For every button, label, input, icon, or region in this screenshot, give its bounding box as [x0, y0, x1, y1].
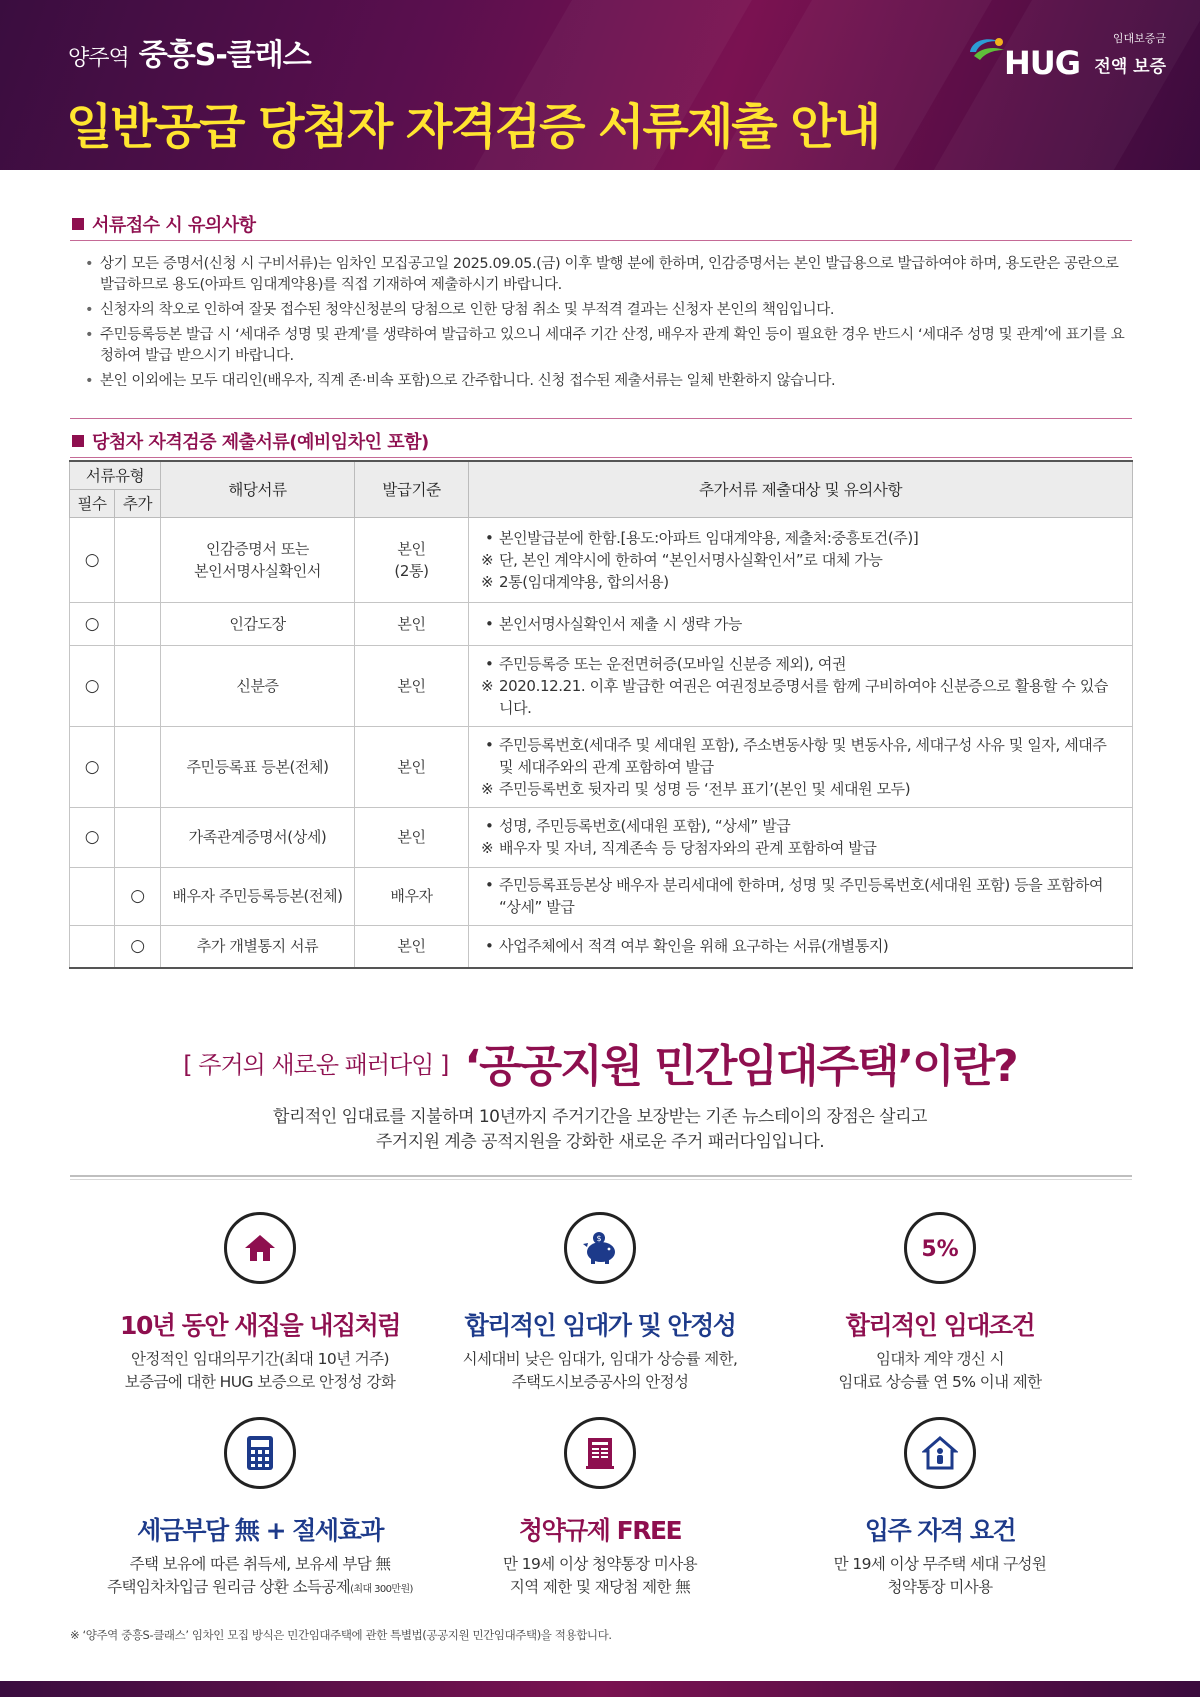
- svg-text:$: $: [596, 1234, 602, 1243]
- home-person-icon: [904, 1417, 976, 1489]
- note-mark: •: [485, 876, 494, 894]
- feature-title: 합리적인 임대조건: [845, 1311, 1035, 1340]
- document-name-line: 주민등록표 등본(전체): [186, 757, 329, 776]
- note-line: [481, 935, 1118, 957]
- brand-name: 중흥S-클래스: [138, 38, 311, 73]
- feature-desc-line: 보증금에 대한 HUG 보증으로 안정성 강화: [124, 1373, 396, 1391]
- station-name: 양주역: [68, 46, 129, 71]
- feature-desc-line: 안정적인 임대의무기간(최대 10년 거주): [131, 1350, 389, 1368]
- list-item: • 신청자의 착오로 인하여 잘못 접수된 청약신청분의 당첨으로 인한 당첨 취소 및 부적격 결과는 신청자 본인의 책임입니다.: [80, 300, 1130, 321]
- notes-cell: [469, 645, 1133, 726]
- paradigm-heading: [0, 1030, 1200, 1094]
- notes-cell: [469, 925, 1133, 968]
- divider: [70, 1175, 1132, 1180]
- note-mark: •: [485, 614, 494, 633]
- additional-mark: [115, 645, 161, 726]
- paradigm-bracket: [ 주거의 새로운 패러다임 ]: [183, 1051, 449, 1079]
- note-text: 사업주체에서 적격 여부 확인을 위해 요구하는 서류(개별통지): [499, 937, 889, 956]
- issuer: [355, 867, 469, 925]
- additional-mark: [115, 807, 161, 867]
- hug-brand: HUG: [1004, 44, 1081, 82]
- header-type: 서류유형: [70, 461, 161, 489]
- document-name-line: 인감도장: [229, 614, 286, 633]
- additional-mark: ○: [115, 925, 161, 968]
- issuer-line: 본인: [397, 614, 426, 633]
- note-text: 성명, 주민등록번호(세대원 포함), “상세” 발급: [499, 817, 791, 835]
- calculator-icon: [224, 1417, 296, 1489]
- note-line: [481, 527, 1118, 549]
- note-line: [481, 815, 1118, 837]
- note-line: [481, 778, 1118, 800]
- note-mark: •: [485, 735, 494, 754]
- note-mark: •: [485, 937, 494, 956]
- required-mark: ○: [70, 602, 115, 645]
- note-line: [481, 613, 1118, 635]
- header-banner: [0, 0, 1200, 170]
- issuer: [355, 602, 469, 645]
- required-mark: [70, 867, 115, 925]
- document-name: [161, 645, 355, 726]
- note-line: [481, 549, 1118, 571]
- feature-desc-line: 주택 보유에 따른 취득세, 보유세 부담 無: [129, 1555, 391, 1573]
- table-row: [70, 517, 1133, 602]
- note-line: [481, 675, 1118, 719]
- notes-cell: [469, 602, 1133, 645]
- issuer-line: 본인: [397, 539, 426, 558]
- header-document: 해당서류: [161, 461, 355, 517]
- feature-desc-line: 지역 제한 및 재당첨 제한 無: [509, 1578, 691, 1596]
- document-name-line: 추가 개별통지 서류: [196, 937, 319, 956]
- hug-logo-icon: [966, 34, 1008, 64]
- required-mark: ○: [70, 807, 115, 867]
- document-name: [161, 726, 355, 807]
- paradigm-description: [0, 1105, 1200, 1155]
- note-text: 단, 본인 계약시에 한하여 “본인서명사실확인서”로 대체 가능: [499, 550, 883, 569]
- feature-desc-line: 만 19세 이상 청약통장 미사용: [503, 1555, 697, 1573]
- piggy-bank-icon: [564, 1212, 636, 1284]
- feature-title: 입주 자격 요건: [864, 1516, 1016, 1545]
- issuer: [355, 517, 469, 602]
- feature-desc-small: (최대 300만원): [350, 1584, 413, 1595]
- note-text: 배우자 및 자녀, 직계존속 등 당첨자와의 관계 포함하여 발급: [499, 839, 877, 857]
- header-issuer: 발급기준: [355, 461, 469, 517]
- note-text: 본인서명사실확인서 제출 시 생략 가능: [499, 614, 742, 633]
- hug-brand-sub: 전액 보증: [1094, 57, 1166, 77]
- feature-desc-text: 주택임차차입금 원리금 상환 소득공제: [107, 1578, 351, 1596]
- list-item: • 본인 이외에는 모두 대리인(배우자, 직계 존·비속 포함)으로 간주합니다. 신청 접수된 제출서류는 일체 반환하지 않습니다.: [80, 371, 1130, 392]
- paradigm-title: ‘공공지원 민간임대주택’이란?: [464, 1041, 1017, 1092]
- feature-title: 합리적인 임대가 및 안정성: [464, 1311, 736, 1340]
- feature-description: [80, 1553, 440, 1601]
- feature-description: [420, 1348, 780, 1394]
- document-name-line: 배우자 주민등록등본(전체): [172, 887, 343, 905]
- note-line: [481, 571, 1118, 593]
- note-mark: •: [485, 817, 494, 835]
- issuer-line: 본인: [397, 828, 426, 846]
- feature-desc-line: 시세대비 낮은 임대가, 임대가 상승률 제한,: [462, 1350, 738, 1368]
- divider: [70, 418, 1132, 419]
- document-name: [161, 807, 355, 867]
- notes-cell: [469, 726, 1133, 807]
- required-mark: ○: [70, 726, 115, 807]
- feature-desc-line: 청약통장 미사용: [887, 1578, 993, 1596]
- feature-title: 청약규제 FREE: [518, 1516, 682, 1545]
- required-mark: ○: [70, 645, 115, 726]
- feature-description: [80, 1348, 440, 1394]
- notes-cell: [469, 807, 1133, 867]
- table-row: [70, 602, 1133, 645]
- issuer-line: 본인: [397, 937, 426, 956]
- section-heading-notes: [70, 209, 1132, 241]
- table-row: [70, 925, 1133, 968]
- paradigm-desc-line: 합리적인 임대료를 지불하며 10년까지 주거기간을 보장받는 기존 뉴스테이의 장점은 살리고: [273, 1107, 927, 1127]
- note-text: 2020.12.21. 이후 발급한 여권은 여권정보증명서를 함께 구비하여야 신분증으로 활용할 수 있습니다.: [499, 676, 1108, 717]
- feature-desc-line: 만 19세 이상 무주택 세대 구성원: [833, 1555, 1047, 1573]
- notes-cell: [469, 517, 1133, 602]
- issuer: [355, 645, 469, 726]
- feature-description: [420, 1553, 780, 1599]
- table-row: [70, 867, 1133, 925]
- note-line: [481, 837, 1118, 859]
- required-mark: [70, 925, 115, 968]
- document-name-line: 인감증명서 또는: [206, 539, 309, 558]
- note-line: [481, 874, 1118, 918]
- notes-cell: [469, 867, 1133, 925]
- section-title: 서류접수 시 유의사항: [92, 215, 256, 236]
- issuer-line: 본인: [397, 676, 426, 695]
- document-name: [161, 867, 355, 925]
- document-name-line: 신분증: [236, 676, 279, 695]
- note-mark: ※: [481, 550, 494, 569]
- apartment-name: [68, 30, 311, 74]
- list-item: • 상기 모든 증명서(신청 시 구비서류)는 임차인 모집공고일 2025.09.05.(금) 이후 발행 분에 한하며, 인감증명서는 본인 발급용으로 발급하여야 하며, 용도란은 공란으로 발급하므로 용도(아파트 임대계약용)를 직접 기재하여 제출하시기 바랍니다.: [80, 254, 1130, 296]
- note-mark: •: [485, 528, 494, 547]
- feature-desc-line: [80, 1576, 440, 1601]
- table-row: [70, 807, 1133, 867]
- required-mark: ○: [70, 517, 115, 602]
- paradigm-desc-line: 주거지원 계층 공적지원을 강화한 새로운 주거 패러다임입니다.: [375, 1132, 825, 1152]
- square-bullet-icon: [72, 218, 84, 230]
- feature-desc-line: 임대료 상승률 연 5% 이내 제한: [838, 1373, 1042, 1391]
- header-required: 필수: [70, 489, 115, 517]
- square-bullet-icon: [72, 435, 84, 447]
- document-name: [161, 925, 355, 968]
- note-mark: ※: [481, 676, 494, 695]
- note-text: 본인발급분에 한함.[용도:아파트 임대계약용, 제출처:중흥토건(주)]: [499, 528, 919, 547]
- feature-desc-line: 주택도시보증공사의 안정성: [511, 1373, 689, 1391]
- additional-mark: [115, 517, 161, 602]
- percent-icon-text: 5%: [921, 1237, 959, 1262]
- feature-description: [760, 1348, 1120, 1394]
- feature-description: [760, 1553, 1120, 1599]
- documents-table: [69, 460, 1133, 969]
- table-row: [70, 645, 1133, 726]
- note-text: 주민등록번호(세대주 및 세대원 포함), 주소변동사항 및 변동사유, 세대구성 사유 및 일자, 세대주 및 세대주와의 관계 포함하여 발급: [499, 735, 1107, 776]
- note-text: 주민등록증 또는 운전면허증(모바일 신분증 제외), 여권: [499, 654, 847, 673]
- issuer: [355, 925, 469, 968]
- percent-icon: [904, 1212, 976, 1284]
- note-mark: ※: [481, 779, 494, 798]
- issuer-line: (2통): [394, 561, 429, 580]
- feature-desc-line: 임대차 계약 갱신 시: [876, 1350, 1004, 1368]
- document-name-line: 본인서명사실확인서: [194, 561, 321, 580]
- table-row: [70, 726, 1133, 807]
- hug-logo: [966, 30, 1166, 80]
- section-title: 당첨자 자격검증 제출서류(예비임차인 포함): [92, 432, 429, 453]
- document-name-line: 가족관계증명서(상세): [188, 828, 327, 846]
- header-additional: 추가: [115, 489, 161, 517]
- footer-note: ※ ‘양주역 중흥S-클래스’ 임차인 모집 방식은 민간임대주택에 관한 특별법(공공지원 민간임대주택)을 적용합니다.: [70, 1628, 612, 1642]
- bottom-bar: [0, 1681, 1200, 1697]
- note-mark: ※: [481, 839, 494, 857]
- feature-title: 세금부담 無 + 절세효과: [137, 1516, 383, 1545]
- page-title: 일반공급 당첨자 자격검증 서류제출 안내: [66, 99, 880, 155]
- additional-mark: [115, 726, 161, 807]
- issuer: [355, 726, 469, 807]
- note-mark: •: [485, 654, 494, 673]
- document-name: [161, 602, 355, 645]
- issuer: [355, 807, 469, 867]
- note-line: [481, 653, 1118, 675]
- additional-mark: ○: [115, 867, 161, 925]
- header-notes: 추가서류 제출대상 및 유의사항: [469, 461, 1133, 517]
- section-heading-documents: [70, 426, 1132, 458]
- hug-small-text: 임대보증금: [1112, 32, 1166, 45]
- note-text: 주민등록번호 뒷자리 및 성명 등 ‘전부 표기’(본인 및 세대원 모두): [499, 779, 911, 798]
- issuer-line: 본인: [397, 757, 426, 776]
- note-text: 2통(임대계약용, 합의서용): [499, 572, 669, 591]
- document-icon: [564, 1417, 636, 1489]
- document-name: [161, 517, 355, 602]
- issuer-line: 배우자: [390, 887, 433, 905]
- additional-mark: [115, 602, 161, 645]
- note-text: 주민등록표등본상 배우자 분리세대에 한하며, 성명 및 주민등록번호(세대원 포함) 등을 포함하여 “상세” 발급: [499, 876, 1104, 916]
- notes-list: [80, 254, 1130, 396]
- feature-title: 10년 동안 새집을 내집처럼: [120, 1311, 400, 1340]
- list-item: • 주민등록등본 발급 시 ‘세대주 성명 및 관계’를 생략하여 발급하고 있으니 세대주 기간 산정, 배우자 관계 확인 등이 필요한 경우 반드시 ‘세대주 성명 및 관계’에 표기를 요청하여 발급 받으시기 바랍니다.: [80, 325, 1130, 367]
- house-icon: [224, 1212, 296, 1284]
- note-mark: ※: [481, 572, 494, 591]
- note-line: [481, 734, 1118, 778]
